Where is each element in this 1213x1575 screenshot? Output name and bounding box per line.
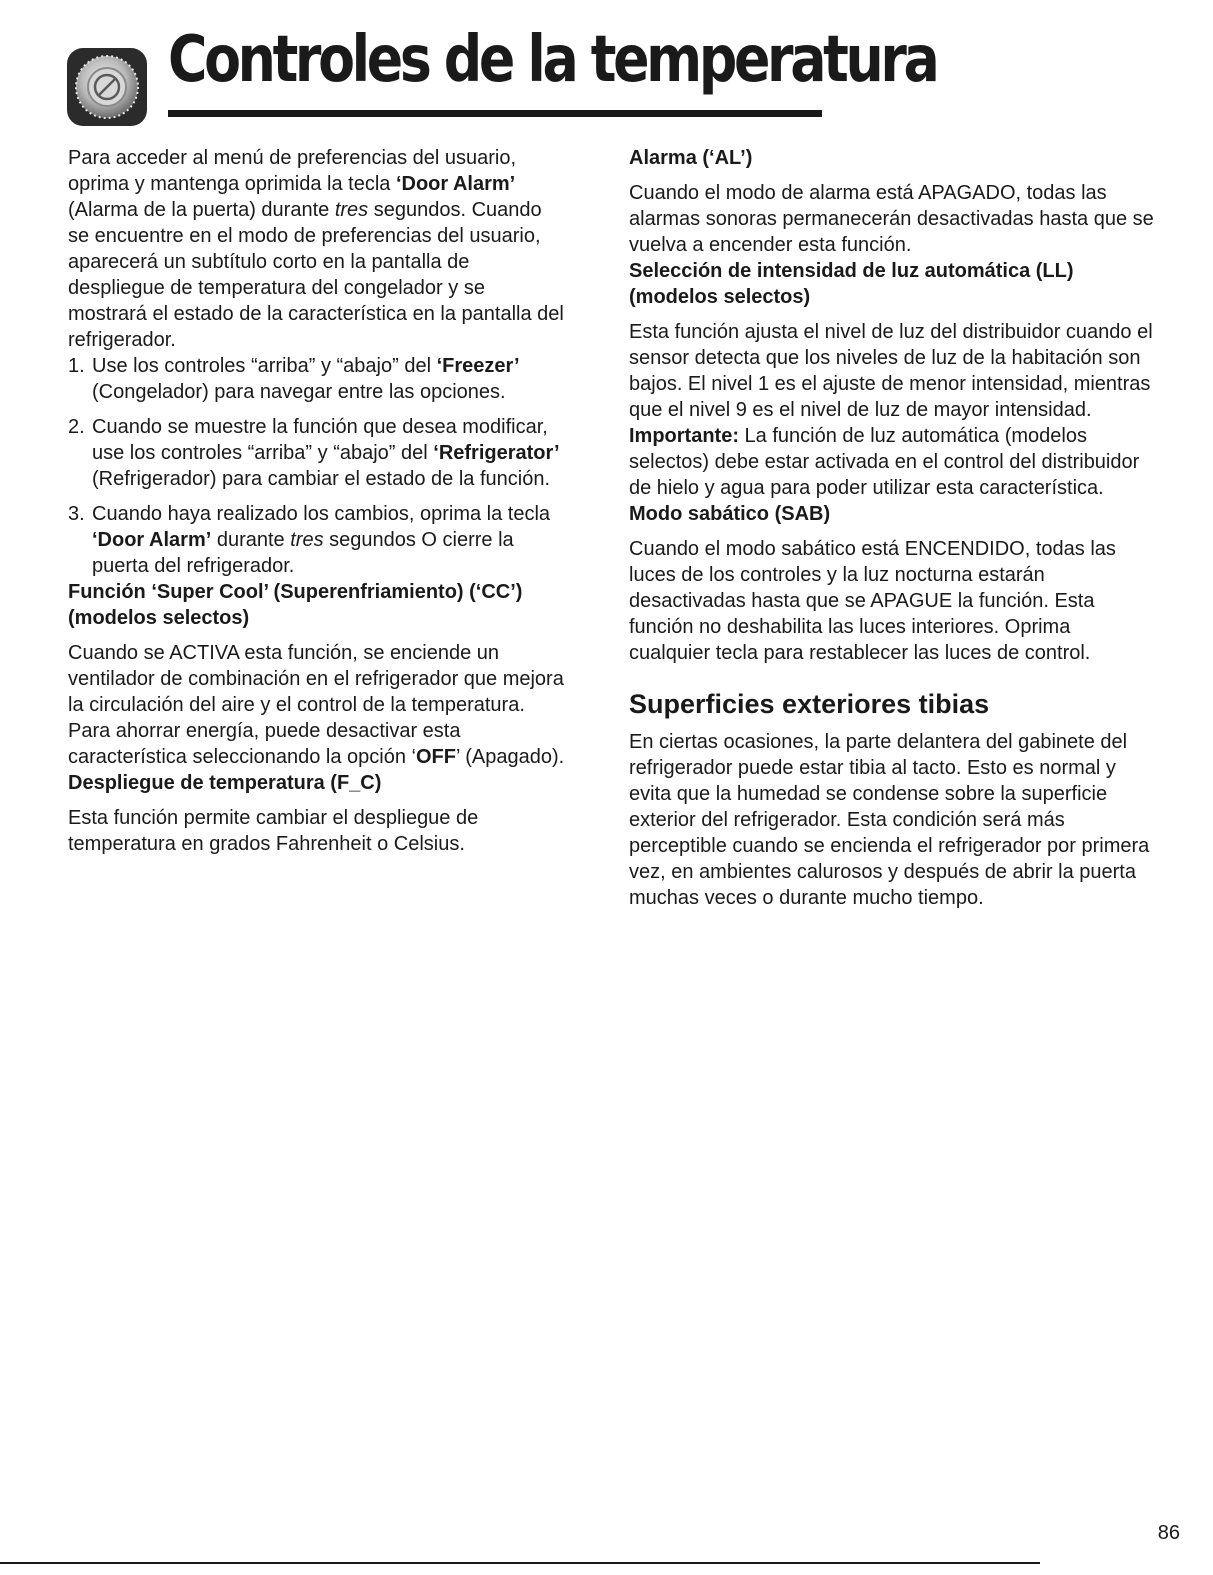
temperature-display-heading: Despliegue de temperatura (F_C)	[68, 772, 382, 794]
steps-list	[68, 353, 568, 579]
step-text: Use los controles “arriba” y “abajo” del	[92, 355, 437, 377]
step-text: (Refrigerador) para cambiar el estado de la función.	[92, 468, 551, 490]
step-number: 1.	[68, 355, 85, 377]
step-text: (Congelador) para navegar entre las opciones.	[92, 381, 506, 403]
intro-door-alarm-key: ‘Door Alarm’	[395, 173, 516, 195]
step-number: 3.	[68, 503, 85, 525]
light-intensity-paragraph	[629, 319, 1154, 501]
right-column	[629, 145, 1154, 911]
step-refrigerator-key: ‘Refrigerator’	[433, 442, 560, 464]
supercool-heading: Función ‘Super Cool’ (Superenfriamiento) (‘CC’) (modelos selectos)	[68, 581, 523, 629]
step-text: durante	[211, 529, 291, 551]
step-number: 2.	[68, 416, 85, 438]
step-text: segundos O cierre la puerta del refrigerador.	[92, 529, 514, 577]
alarm-paragraph: Cuando el modo de alarma está APAGADO, todas las alarmas sonoras permanecerán desactivadas hasta que se vuelva a encender esta función.	[629, 182, 1154, 256]
important-label: Importante:	[629, 425, 739, 447]
step-item-2	[68, 414, 568, 492]
intro-tres-emphasis: tres	[334, 199, 369, 221]
page-title: Controles de la temperatura	[168, 23, 937, 97]
footer-rule	[0, 1562, 1040, 1564]
title-underline	[168, 110, 822, 117]
temperature-dial-icon	[66, 47, 148, 127]
step-text: Cuando haya realizado los cambios, oprima la tecla	[92, 503, 551, 525]
off-option-label: OFF	[415, 746, 456, 768]
temperature-display-paragraph: Esta función permite cambiar el despliegue de temperatura en grados Fahrenheit o Celsius.	[68, 807, 479, 855]
light-text-2: La función de luz automática (modelos selectos) debe estar activada en el control del distribuidor de hielo y agua para poder utilizar esta característica.	[629, 425, 1140, 499]
supercool-text-2: ’ (Apagado).	[455, 746, 565, 768]
light-text-1: Esta función ajusta el nivel de luz del distribuidor cuando el sensor detecta que los niveles de luz de la habitación son bajos. El nivel 1 es el ajuste de menor intensidad, mientras que el nivel 9 es el nivel de luz de mayor intensidad.	[629, 321, 1153, 421]
step-item-3	[68, 501, 568, 579]
sabbath-heading: Modo sabático (SAB)	[629, 503, 831, 525]
left-column	[68, 145, 568, 857]
warm-surfaces-paragraph: En ciertas ocasiones, la parte delantera del gabinete del refrigerador puede estar tibia al tacto. Esto es normal y evita que la humedad se condense sobre la superficie exterior del refrigerador. Esta condición será más perceptible cuando se encienda el refrigerador por primera vez, en ambientes calurosos y después de abrir la puerta muchas veces o durante mucho tiempo.	[629, 731, 1150, 909]
intro-text-2: (Alarma de la puerta) durante	[68, 199, 335, 221]
alarm-heading: Alarma (‘AL’)	[629, 147, 753, 169]
page-number: 86	[1157, 1522, 1180, 1544]
step-item-1	[68, 353, 568, 405]
warm-surfaces-heading: Superficies exteriores tibias	[629, 689, 990, 719]
intro-text-1: Para acceder al menú de preferencias del usuario, oprima y mantenga oprimida la tecla	[68, 147, 517, 195]
light-intensity-heading: Selección de intensidad de luz automática (LL) (modelos selectos)	[629, 260, 1074, 308]
intro-text-3: segundos. Cuando se encuentre en el modo de preferencias del usuario, aparecerá un subtítulo corto en la pantalla de despliegue de temperatura del congelador y se mostrará el estado de la característica en la pantalla del refrigerador.	[68, 199, 564, 351]
supercool-paragraph	[68, 640, 568, 770]
sabbath-paragraph: Cuando el modo sabático está ENCENDIDO, todas las luces de los controles y la luz nocturna estarán desactivadas hasta que se APAGUE la función. Esta función no deshabilita las luces interiores. Oprima cualquier tecla para restablecer las luces de control.	[629, 538, 1116, 664]
step-tres-emphasis: tres	[290, 529, 324, 551]
step-text: Cuando se muestre la función que desea modificar, use los controles “arriba” y “abajo” del	[92, 416, 548, 464]
step-freezer-key: ‘Freezer’	[436, 355, 520, 377]
intro-paragraph	[68, 145, 568, 353]
step-door-alarm-key: ‘Door Alarm’	[92, 529, 212, 551]
supercool-text-1: Cuando se ACTIVA esta función, se enciende un ventilador de combinación en el refrigerador que mejora la circulación del aire y el control de la temperatura. Para ahorrar energía, puede desactivar esta característica seleccionando la opción ‘	[68, 642, 564, 768]
